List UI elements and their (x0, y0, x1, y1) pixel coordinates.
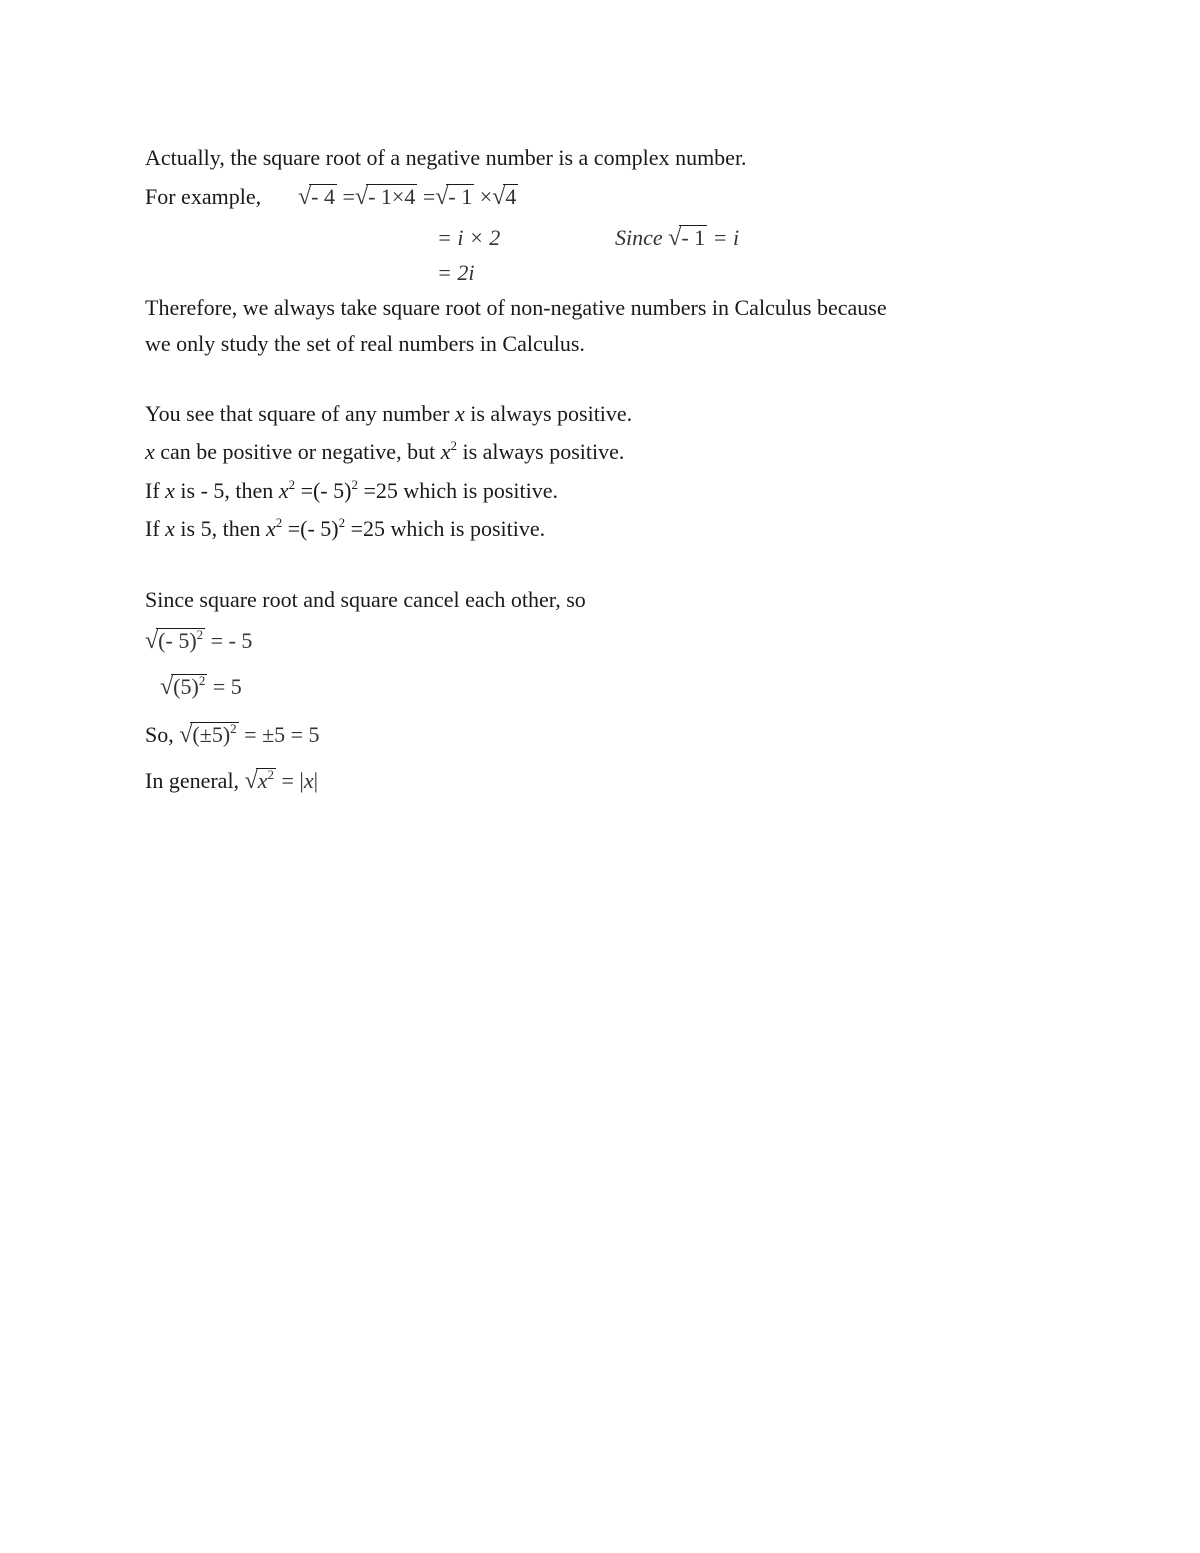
if1-pre: If (145, 478, 166, 503)
radical-3: √- 1 (435, 184, 473, 210)
example-label: For example, (145, 184, 262, 209)
if2-var: x (165, 516, 175, 541)
radical-4: √4 (492, 184, 517, 210)
so-math (179, 722, 319, 747)
equals-1: = (337, 184, 355, 209)
therefore-text-1: Therefore, we always take square root of non-negative numbers in Calculus because (145, 295, 887, 320)
if1-eq: =(- 5) (295, 478, 352, 503)
general-exp: 2 (267, 767, 274, 782)
radicand-1: - 4 (311, 184, 335, 209)
radicand-2: - 1×4 (368, 184, 416, 209)
if2-var2: x (265, 516, 276, 541)
step3-text: = 2i (437, 260, 475, 285)
square-line-1 (145, 403, 632, 425)
square-2-mid: can be positive or negative, but (154, 439, 441, 464)
so-label: So, (145, 722, 174, 747)
since-tail: = i (707, 225, 740, 250)
if-line-2 (145, 515, 546, 541)
since-cancel-line (145, 589, 586, 611)
root-1-post: = - 5 (205, 628, 253, 653)
radicand-3: - 1 (448, 184, 473, 209)
if2-eq: =(- 5) (282, 516, 339, 541)
if2-post: =25 which is positive. (345, 516, 546, 541)
if1-var2: x (278, 478, 289, 503)
since-cancel-text: Since square root and square cancel each other, so (145, 587, 586, 612)
if-line-1 (145, 477, 558, 503)
square-1-pre: You see that square of any number (145, 401, 455, 426)
square-2-var2: x (440, 439, 451, 464)
if2-exp2: 2 (338, 515, 346, 530)
general-radicand: x (257, 768, 268, 793)
therefore-text-2: we only study the set of real numbers in Calculus. (145, 331, 585, 356)
since-radicand: - 1 (681, 225, 706, 250)
therefore-line-2 (145, 333, 585, 355)
general-close: | (313, 768, 318, 793)
root-2-radical: $√(5)^2$ (160, 673, 206, 700)
root-line-1 (145, 628, 252, 653)
general-label: In general, (145, 768, 240, 793)
root-line-2 (160, 674, 242, 699)
step2-text: = i × 2 (437, 225, 501, 250)
if1-mid: is - 5, then (174, 478, 279, 503)
so-radical: $√(\pm 5)^2$ (179, 721, 237, 748)
therefore-line-1 (145, 297, 887, 319)
since-radical: √- 1 (668, 225, 706, 251)
so-post: = ±5 = 5 (238, 722, 320, 747)
step3-line (437, 262, 474, 284)
general-math (245, 768, 318, 793)
square-1-post: is always positive. (464, 401, 633, 426)
root-1-exp: 2 (196, 627, 204, 642)
if1-exp2: 2 (351, 477, 358, 492)
equals-2: = (417, 184, 436, 209)
times-symbol: × (474, 184, 493, 209)
intro-text: Actually, the square root of a negative number is a complex number. (145, 145, 747, 170)
so-exp: 2 (230, 721, 237, 736)
if1-var: x (165, 478, 175, 503)
root-2-radicand: (5) (173, 674, 199, 699)
so-radicand: (±5) (192, 722, 231, 747)
radical-1: √- 4 (298, 184, 335, 210)
if1-exp: 2 (288, 477, 296, 492)
if1-post: =25 which is positive. (357, 478, 558, 503)
radical-2: √- 1×4 (354, 184, 416, 210)
if2-mid: is 5, then (174, 516, 266, 541)
if2-pre: If (145, 516, 166, 541)
root-2-exp: 2 (198, 673, 206, 688)
intro-line (145, 147, 747, 169)
if2-exp: 2 (275, 515, 283, 530)
example-equation (298, 184, 518, 209)
general-var: x (303, 768, 314, 793)
square-2-post: is always positive. (456, 439, 625, 464)
so-line (145, 722, 320, 747)
root-1-radical: √(- 5)$^2$ (145, 627, 204, 654)
square-line-2 (145, 438, 625, 464)
root-2-post: = 5 (207, 674, 242, 699)
since-label: Since (615, 225, 663, 250)
example-line (145, 186, 261, 208)
step2-line (437, 227, 500, 249)
general-line (145, 768, 318, 793)
since-note (615, 225, 739, 250)
radicand-4: 4 (505, 184, 517, 209)
square-2-var: x (145, 439, 155, 464)
square-2-exp: 2 (450, 438, 457, 453)
root-1-radicand: (- 5) (158, 628, 197, 653)
general-post: = | (276, 768, 304, 793)
square-1-var: x (454, 401, 465, 426)
general-radical: $√x^2$ (244, 767, 274, 794)
